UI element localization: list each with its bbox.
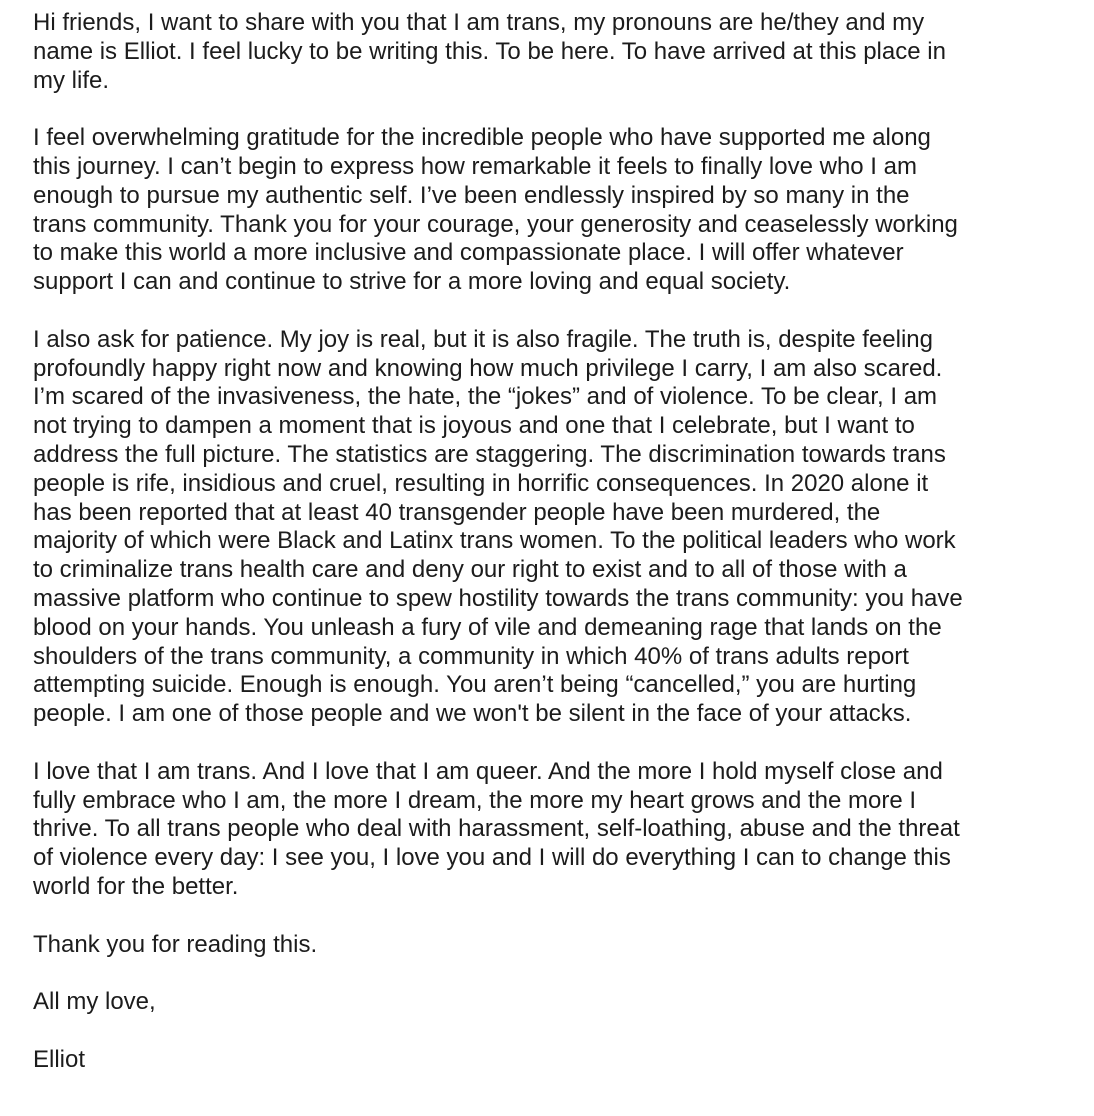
text-line: enough to pursue my authentic self. I’ve been endlessly inspired by so many in the — [33, 181, 910, 209]
text-line: I also ask for patience. My joy is real, but it is also fragile. The truth is, despite feeling — [33, 325, 933, 353]
letter-body — [33, 9, 1083, 1074]
text-line: fully embrace who I am, the more I dream, the more my heart grows and the more I — [33, 786, 917, 814]
text-line: shoulders of the trans community, a community in which 40% of trans adults report — [33, 642, 909, 670]
text-line: people. I am one of those people and we won't be silent in the face of your attacks. — [33, 700, 912, 728]
text-line: people is rife, insidious and cruel, resulting in horrific consequences. In 2020 alone it — [33, 469, 929, 497]
paragraph-love — [33, 758, 1083, 902]
text-line: to make this world a more inclusive and compassionate place. I will offer whatever — [33, 239, 904, 267]
paragraph-thanks — [33, 931, 1083, 960]
text-line: blood on your hands. You unleash a fury of vile and demeaning rage that lands on the — [33, 613, 942, 641]
text-line: massive platform who continue to spew hostility towards the trans community: you have — [33, 584, 963, 612]
paragraph-signature — [33, 1046, 1083, 1075]
text-line: Thank you for reading this. — [33, 930, 318, 958]
text-line: not trying to dampen a moment that is joyous and one that I celebrate, but I want to — [33, 412, 915, 440]
text-line: to criminalize trans health care and deny our right to exist and to all of those with a — [33, 556, 907, 584]
text-line: All my love, — [33, 988, 156, 1016]
text-line: thrive. To all trans people who deal with harassment, self-loathing, abuse and the threat — [33, 815, 960, 843]
text-line: I love that I am trans. And I love that I am queer. And the more I hold myself close and — [33, 757, 943, 785]
text-line: profoundly happy right now and knowing how much privilege I carry, I am also scared. — [33, 354, 943, 382]
text-line: world for the better. — [33, 872, 239, 900]
text-line: has been reported that at least 40 transgender people have been murdered, the — [33, 498, 881, 526]
paragraph-gratitude — [33, 124, 1083, 297]
text-line: my life. — [33, 66, 110, 94]
text-line: attempting suicide. Enough is enough. You aren’t being “cancelled,” you are hurting — [33, 671, 917, 699]
text-line: name is Elliot. I feel lucky to be writing this. To be here. To have arrived at this place in — [33, 37, 946, 65]
text-line: of violence every day: I see you, I love you and I will do everything I can to change this — [33, 844, 951, 872]
signature-name: Elliot — [33, 1045, 86, 1073]
text-line: this journey. I can’t begin to express how remarkable it feels to finally love who I am — [33, 152, 917, 180]
paragraph-patience — [33, 326, 1083, 729]
text-line: majority of which were Black and Latinx trans women. To the political leaders who work — [33, 527, 956, 555]
text-line: I feel overwhelming gratitude for the incredible people who have supported me along — [33, 124, 931, 152]
paragraph-introduction — [33, 9, 1083, 95]
text-line: address the full picture. The statistics are staggering. The discrimination towards trans — [33, 440, 946, 468]
paragraph-closing — [33, 988, 1083, 1017]
text-line: trans community. Thank you for your courage, your generosity and ceaselessly working — [33, 210, 958, 238]
text-line: I’m scared of the invasiveness, the hate, the “jokes” and of violence. To be clear, I am — [33, 383, 938, 411]
text-line: support I can and continue to strive for a more loving and equal society. — [33, 268, 791, 296]
text-line: Hi friends, I want to share with you that I am trans, my pronouns are he/they and my — [33, 9, 925, 36]
